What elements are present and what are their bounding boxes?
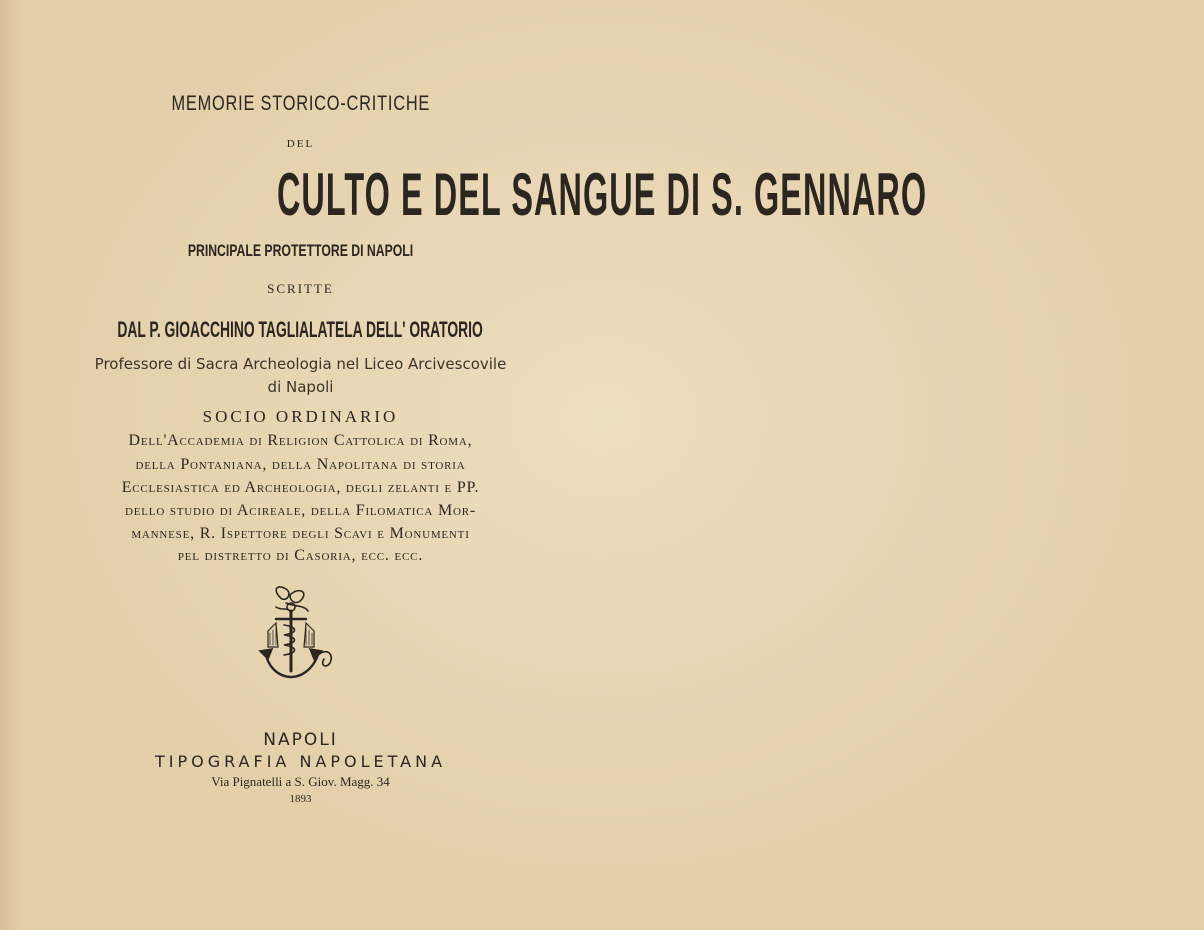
author-role-line-1: Professore di Sacra Archeologia nel Liceo Arcivescovile xyxy=(94,355,507,373)
academy-line: Ecclesiastica ed Archeologia, degli zelanti e PP. xyxy=(121,479,480,496)
author-role-line-2: di Napoli xyxy=(267,378,334,396)
academy-line: dello studio di Acireale, della Filomatica Mor- xyxy=(125,502,476,519)
academy-line: Dell'Accademia di Religion Cattolica di Roma, xyxy=(128,432,473,449)
title-line-del: DEL xyxy=(286,138,315,150)
academy-line: mannese, R. Ispettore degli Scavi e Monumenti xyxy=(131,525,470,542)
academy-line: pel distretto di Casoria, ecc. ecc. xyxy=(177,547,424,564)
author: DAL P. GIOACCHINO TAGLIALATELA DELL' ORATORIO xyxy=(117,317,484,342)
academy-line: della Pontaniana, della Napolitana di storia xyxy=(135,456,466,473)
written-by: SCRITTE xyxy=(267,281,334,296)
imprint-address: Via Pignatelli a S. Giov. Magg. 34 xyxy=(211,774,390,789)
imprint-printer: TIPOGRAFIA NAPOLETANA xyxy=(154,752,447,771)
subtitle: PRINCIPALE PROTETTORE DI NAPOLI xyxy=(187,241,414,260)
socio-heading: SOCIO ORDINARIO xyxy=(202,407,399,426)
main-title: CULTO E DEL SANGUE DI S. GENNARO xyxy=(276,161,928,228)
anchor-emblem-icon xyxy=(246,585,336,685)
imprint-city: NAPOLI xyxy=(263,730,338,750)
title-line-memorie: MEMORIE STORICO-CRITICHE xyxy=(171,92,430,115)
imprint-year: 1893 xyxy=(289,793,312,805)
